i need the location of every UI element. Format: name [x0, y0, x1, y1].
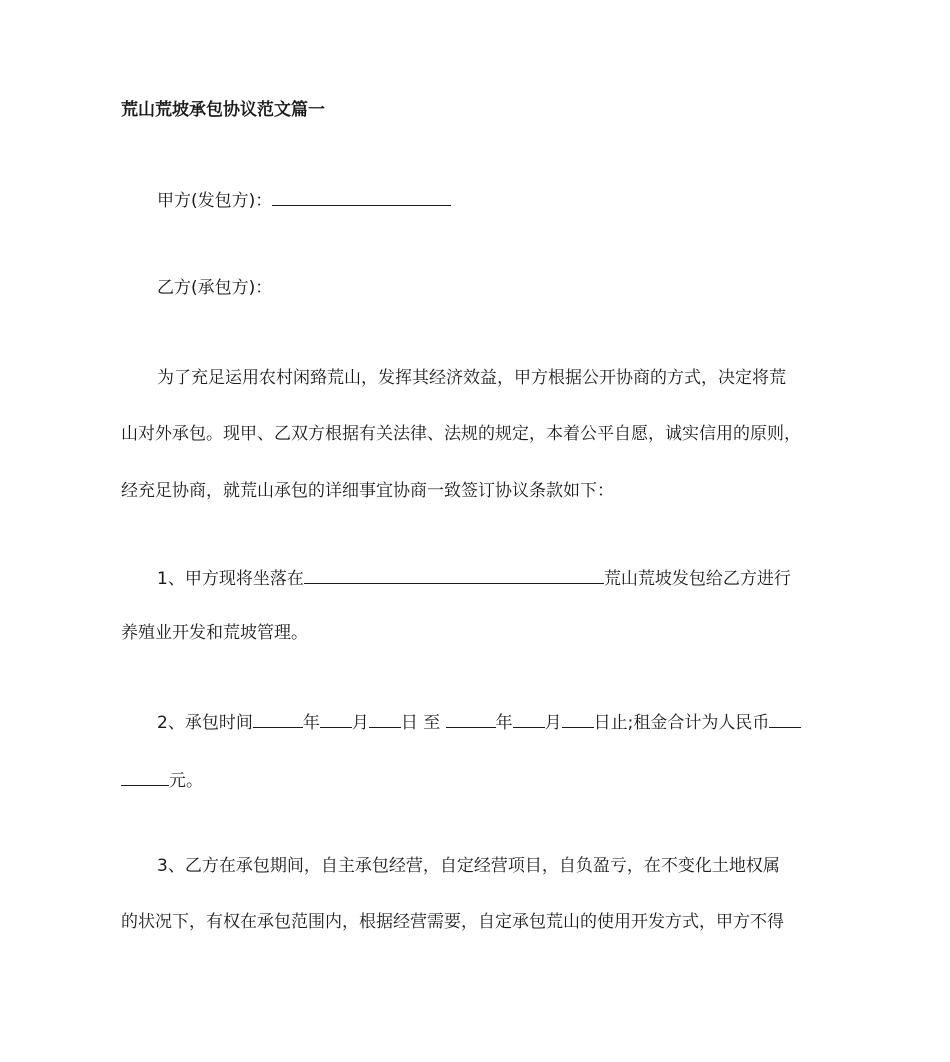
end-month-label: 月	[544, 713, 562, 733]
start-month-label: 月	[351, 713, 369, 733]
end-day-blank	[562, 709, 594, 728]
clause-1-line-2: 养殖业开发和荒坡管理。	[121, 623, 308, 643]
intro-line-1: 为了充足运用农村闲臵荒山，发挥其经济效益，甲方根据公开协商的方式，决定将荒	[157, 368, 786, 388]
clause-3-line-1: 3、乙方在承包期间，自主承包经营，自定经营项目，自负盈亏，在不变化土地权属	[157, 856, 780, 876]
start-day-label: 日 至	[400, 713, 446, 733]
start-month-blank	[320, 709, 352, 728]
clause-1-suffix: 荒山荒坡发包给乙方进行	[603, 569, 791, 589]
rent-blank-part-1	[769, 709, 801, 728]
party-a-label: 甲方(发包方)：	[157, 191, 273, 211]
start-year-label: 年	[302, 713, 320, 733]
start-day-blank	[369, 709, 401, 728]
intro-line-2: 山对外承包。现甲、乙双方根据有关法律、法规的规定，本着公平自愿，诚实信用的原则，	[121, 424, 801, 444]
clause-3-line-2: 的状况下，有权在承包范围内，根据经营需要，自定承包荒山的使用开发方式，甲方不得	[121, 912, 784, 932]
party-a-line	[157, 187, 451, 213]
clause-1-line-1	[157, 565, 791, 591]
rent-unit-label: 元。	[169, 771, 203, 791]
clause-2-line-1	[157, 709, 801, 735]
document-title: 荒山荒坡承包协议范文篇一	[121, 100, 325, 120]
clause-2-line-2	[121, 767, 203, 793]
intro-line-3: 经充足协商，就荒山承包的详细事宜协商一致签订协议条款如下：	[121, 481, 614, 501]
rent-blank-part-2	[121, 767, 169, 786]
end-day-label: 日止;租金合计为人民币	[593, 713, 770, 733]
clause-1-prefix: 1、甲方现将坐落在	[157, 569, 304, 589]
end-year-label: 年	[495, 713, 513, 733]
party-a-blank	[272, 187, 451, 206]
location-blank	[304, 565, 604, 584]
start-year-blank	[253, 709, 303, 728]
clause-2-prefix: 2、承包时间	[157, 713, 253, 733]
end-month-blank	[513, 709, 545, 728]
end-year-blank	[446, 709, 496, 728]
party-b-label: 乙方(承包方)：	[157, 278, 273, 298]
